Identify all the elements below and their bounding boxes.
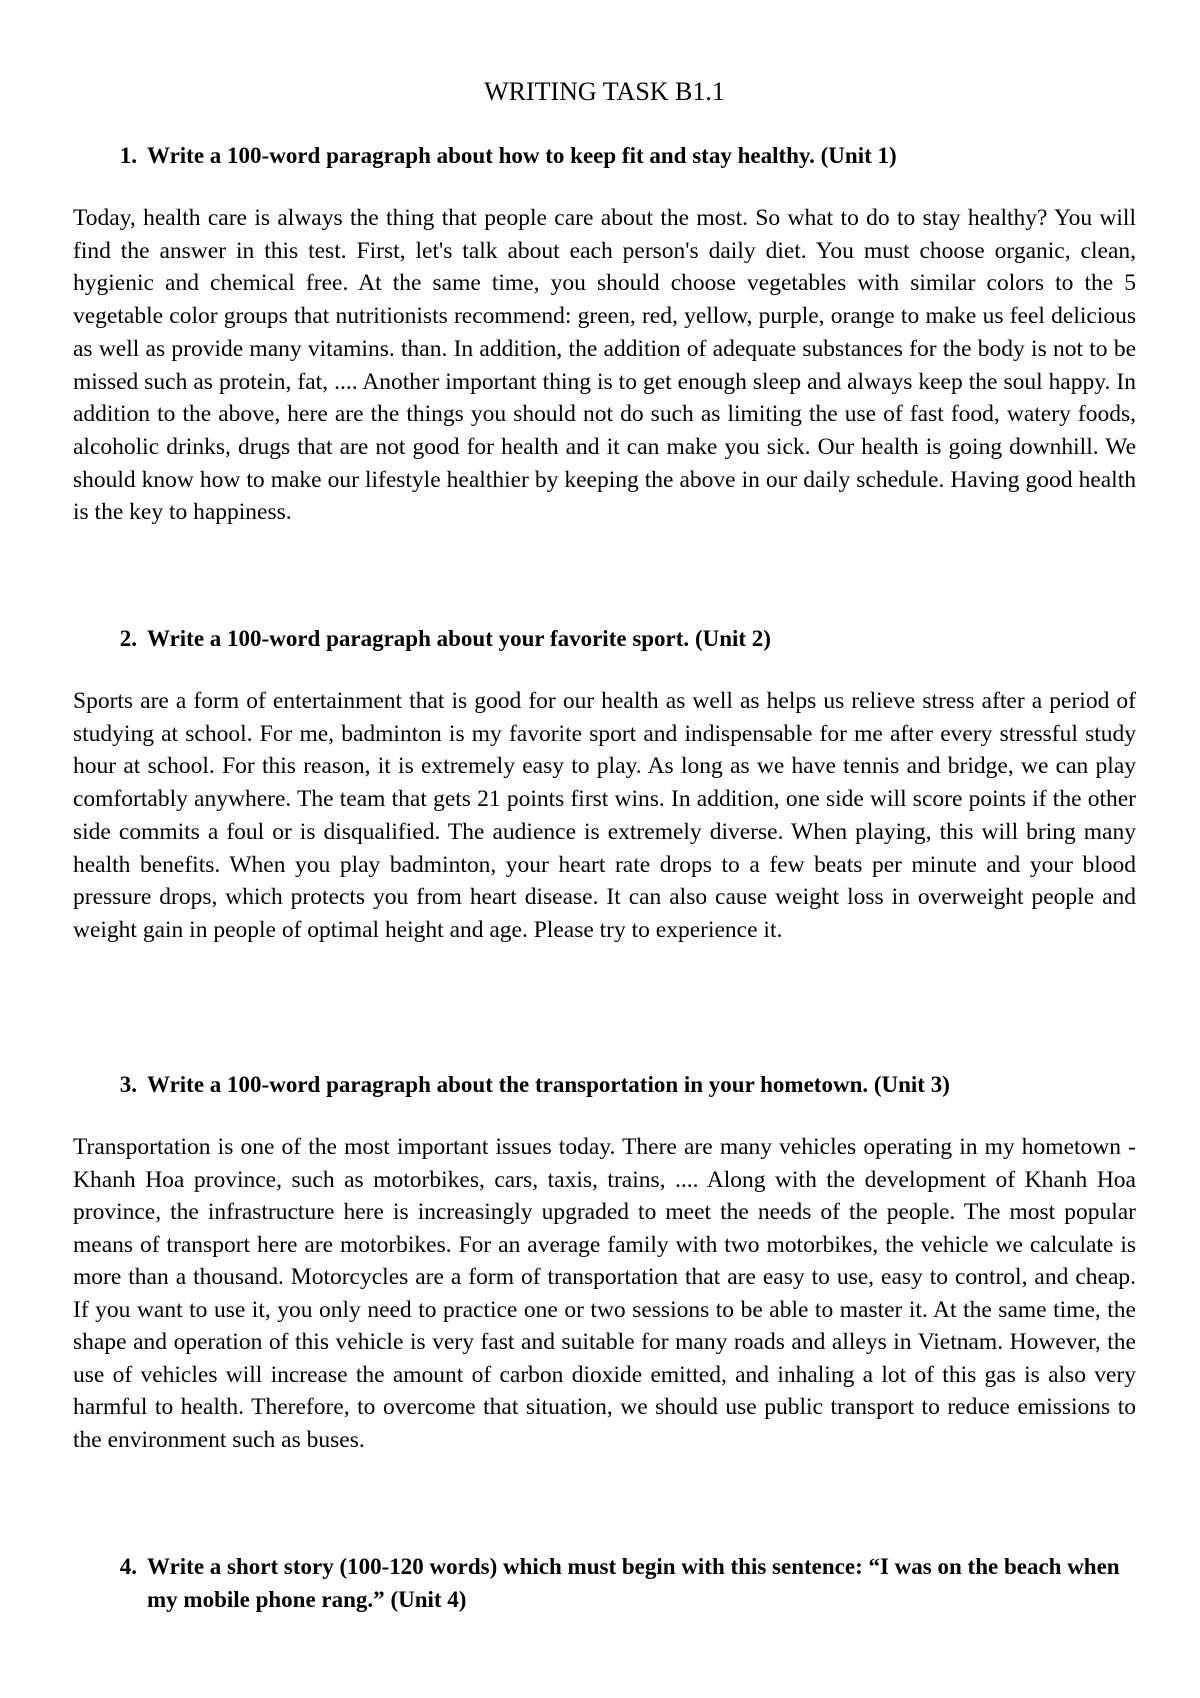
task-2-answer: Sports are a form of entertainment that is good for our health as well as helps us relieve stress after a period of studying at school. For me, badminton is my favorite sport and indispensable for me after every stressful study hour at school. For this reason, it is extremely easy to play. As long as we have tennis and bridge, we can play comfortably anywhere. The team that gets 21 points first wins. In addition, one side will score points if the other side commits a foul or is disqualified. The audience is extremely diverse. When playing, this will bring many health benefits. When you play badminton, your heart rate drops to a few beats per minute and your blood pressure drops, which protects you from heart disease. It can also cause weight loss in overweight people and weight gain in people of optimal height and age. Please try to experience it.	[73, 688, 1136, 943]
task-4-prompt-wrap	[147, 1550, 1136, 1616]
task-3-unit: (Unit 3)	[873, 1072, 950, 1097]
task-4-prompt: Write a short story (100-120 words) which must begin with this sentence: “I was on the beach when my mobile phone rang.”	[147, 1554, 1120, 1612]
task-2-number: 2.	[119, 626, 137, 651]
task-1-prompt-wrap	[147, 140, 1136, 172]
task-2-prompt: Write a 100-word paragraph about your favorite sport.	[147, 626, 690, 651]
task-1-answer: Today, health care is always the thing that people care about the most. So what to do to stay healthy? You will find the answer in this test. First, let's talk about each person's daily diet. You must choose organic, clean, hygienic and chemical free. At the same time, you should choose vegetables with similar colors to the 5 vegetable color groups that nutritionists recommend: green, red, yellow, purple, orange to make us feel delicious as well as provide many vitamins. than. In addition, the addition of adequate substances for the body is not to be missed such as protein, fat, .... Another important thing is to get enough sleep and always keep the soul happy. In addition to the above, here are the things you should not do such as limiting the use of fast food, watery foods, alcoholic drinks, drugs that are not good for health and it can make you sick. Our health is going downhill. We should know how to make our lifestyle healthier by keeping the above in our daily schedule. Having good health is the key to happiness.	[73, 205, 1136, 526]
task-2-heading	[73, 623, 1136, 655]
document-title: WRITING TASK B1.1	[484, 77, 725, 106]
task-1-unit: (Unit 1)	[820, 143, 897, 168]
task-3-prompt-wrap	[147, 1069, 1136, 1101]
task-4-unit: (Unit 4)	[390, 1587, 467, 1612]
task-3-heading	[73, 1069, 1136, 1101]
task-3-prompt: Write a 100-word paragraph about the transportation in your hometown.	[147, 1072, 869, 1097]
task-3-number: 3.	[119, 1072, 137, 1097]
task-2-prompt-wrap	[147, 623, 1136, 655]
task-3-answer: Transportation is one of the most important issues today. There are many vehicles operating in my hometown - Khanh Hoa province, such as motorbikes, cars, taxis, trains, .... Along with the development of Khanh Hoa province, the infrastructure here is increasingly upgraded to meet the needs of the people. The most popular means of transport here are motorbikes. For an average family with two motorbikes, the vehicle we calculate is more than a thousand. Motorcycles are a form of transportation that are easy to use, easy to control, and cheap. If you want to use it, you only need to practice one or two sessions to be able to master it. At the same time, the shape and operation of this vehicle is very fast and suitable for many roads and alleys in Vietnam. However, the use of vehicles will increase the amount of carbon dioxide emitted, and inhaling a lot of this gas is also very harmful to health. Therefore, to overcome that situation, we should use public transport to reduce emissions to the environment such as buses.	[73, 1134, 1136, 1453]
task-1-prompt: Write a 100-word paragraph about how to keep fit and stay healthy.	[147, 143, 815, 168]
task-4-heading	[73, 1550, 1136, 1616]
task-2-unit: (Unit 2)	[694, 626, 771, 651]
task-1-number: 1.	[119, 143, 137, 168]
task-1-heading	[73, 140, 1136, 172]
task-4-number: 4.	[119, 1554, 137, 1579]
